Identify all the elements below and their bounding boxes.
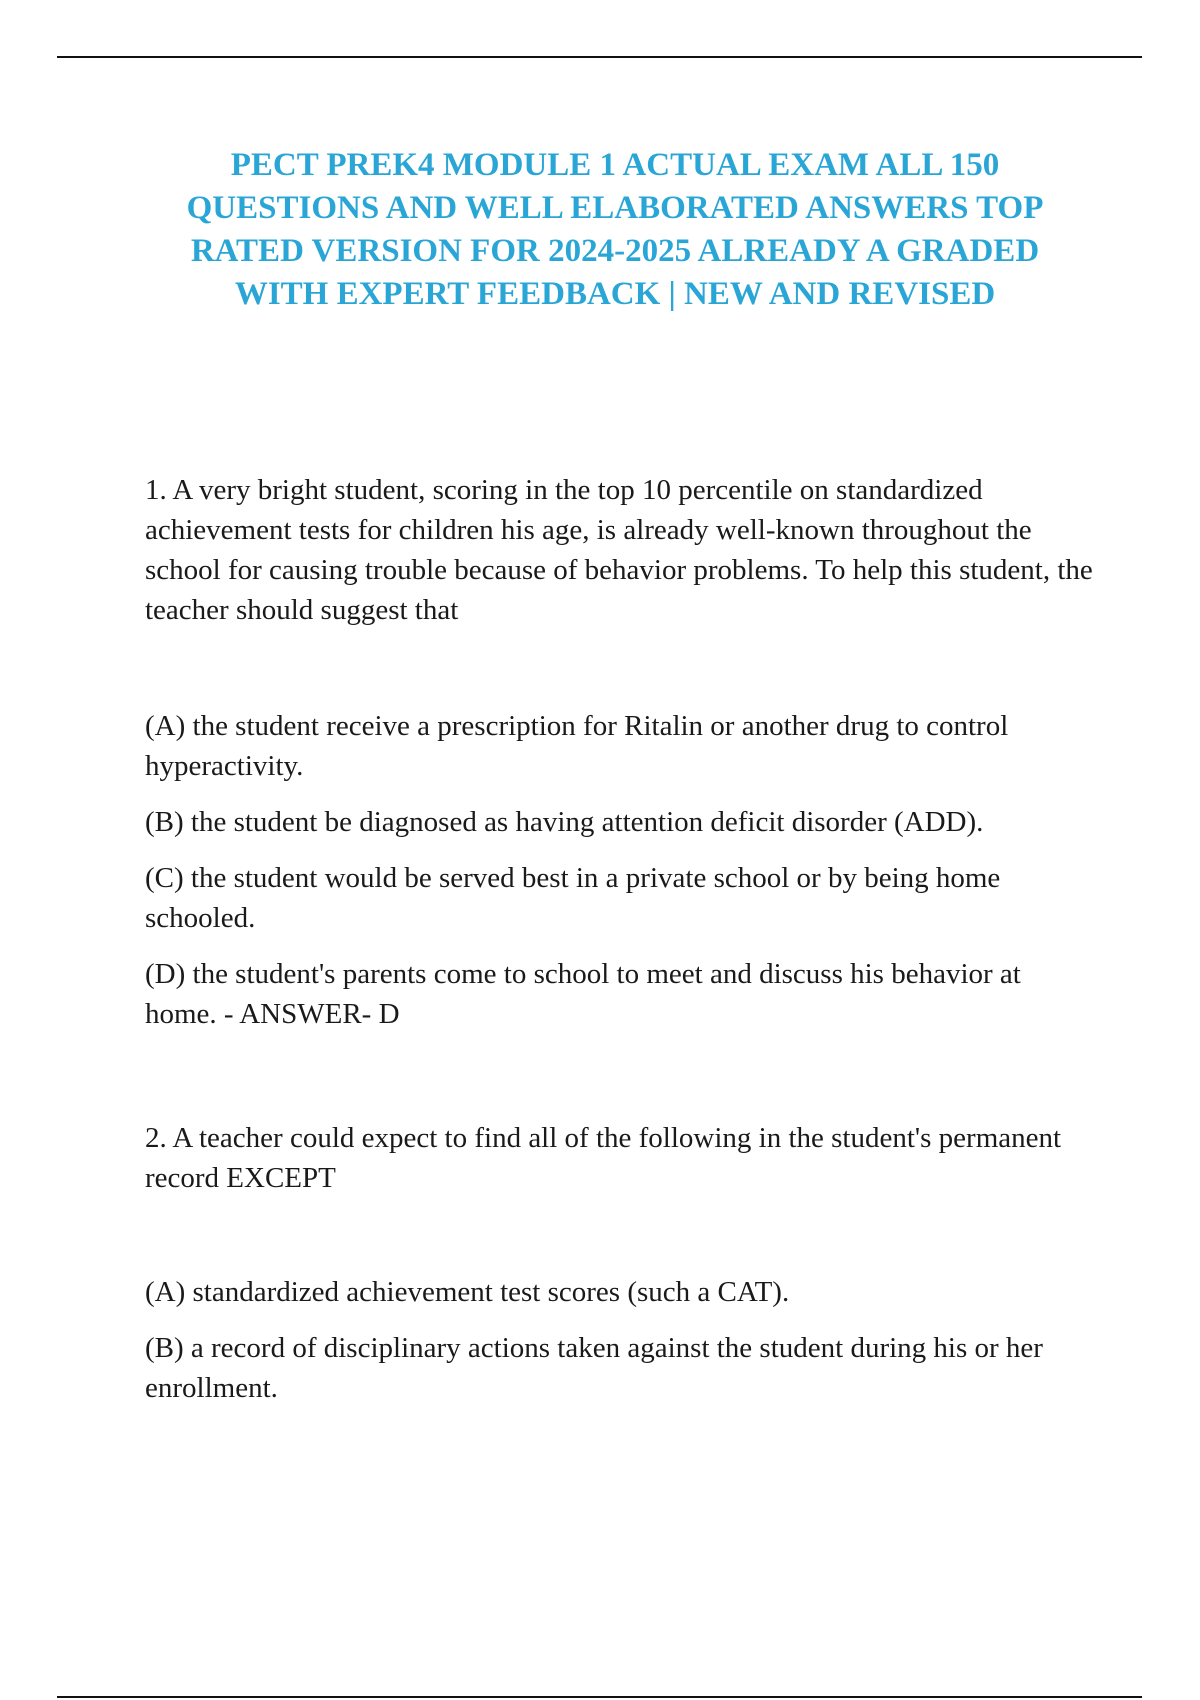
question-stem: 2. A teacher could expect to find all of the following in the student's permanent record EXCEPT bbox=[145, 1122, 1062, 1194]
answer-option: (B) a record of disciplinary actions taken against the student during his or her enrollment. bbox=[145, 1332, 1043, 1404]
answer-option: (C) the student would be served best in a private school or by being home schooled. bbox=[145, 862, 1001, 934]
answer-option: (A) the student receive a prescription for Ritalin or another drug to control hyperactivity. bbox=[145, 710, 1009, 782]
top-rule bbox=[57, 56, 1142, 58]
bottom-rule bbox=[57, 1696, 1142, 1698]
question-2 bbox=[145, 1118, 1095, 1408]
answer-option: (A) standardized achievement test scores (such a CAT). bbox=[145, 1276, 790, 1308]
document-body bbox=[145, 470, 1095, 1424]
question-stem: 1. A very bright student, scoring in the top 10 percentile on standardized achievement tests for children his age, is already well-known throughout the school for causing trouble because of behavior problems. To help this student, the teacher should suggest that bbox=[145, 474, 1093, 626]
document-title: PECT PREK4 MODULE 1 ACTUAL EXAM ALL 150 QUESTIONS AND WELL ELABORATED ANSWERS TOP RATED VERSION FOR 2024-2025 ALREADY A GRADED WITH EXPERT FEEDBACK | NEW AND REVISED bbox=[186, 147, 1044, 312]
answer-option: (D) the student's parents come to school to meet and discuss his behavior at home. - ANSWER- D bbox=[145, 958, 1021, 1030]
question-1 bbox=[145, 470, 1095, 1034]
answer-option: (B) the student be diagnosed as having attention deficit disorder (ADD). bbox=[145, 806, 984, 838]
